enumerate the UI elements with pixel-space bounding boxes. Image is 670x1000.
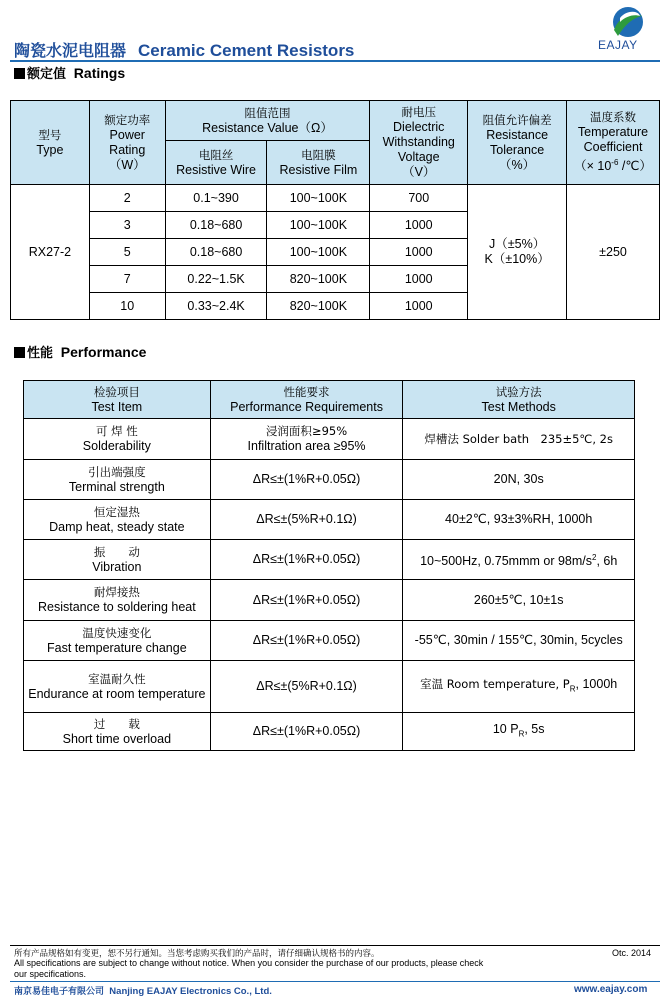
header-performance-requirements: 性能要求 Performance Requirements (210, 381, 403, 419)
table-row (11, 185, 660, 212)
film-cell: 100~100K (267, 239, 370, 266)
performance-table (23, 380, 635, 751)
power-cell: 2 (89, 185, 165, 212)
title-chinese: 陶瓷水泥电阻器 (14, 41, 127, 60)
header-power-rating: 额定功率 Power Rating （W） (89, 101, 165, 185)
header-resistive-film: 电阻膜 Resistive Film (267, 141, 370, 185)
test-item-cell: 可 焊 性 Solderability (24, 419, 211, 460)
table-row (24, 661, 635, 713)
test-item-cell: 温度快速变化 Fast temperature change (24, 621, 211, 661)
film-cell: 100~100K (267, 212, 370, 239)
test-item-cell: 振 动 Vibration (24, 540, 211, 580)
power-cell: 3 (89, 212, 165, 239)
footer-notice-chinese: 所有产品规格如有变更，恕不另行通知。当您考虑购买我们的产品时，请仔细确认规格书的内容。 (14, 949, 380, 959)
header-resistive-wire: 电阻丝 Resistive Wire (165, 141, 267, 185)
test-item-cell: 恒定湿热 Damp heat, steady state (24, 500, 211, 540)
film-cell: 820~100K (267, 293, 370, 320)
footer-divider-blue (10, 981, 660, 982)
method-cell: 焊槽法 Solder bath 235±5℃, 2s (403, 419, 635, 460)
film-cell: 820~100K (267, 266, 370, 293)
test-item-cell: 过 载 Short time overload (24, 713, 211, 751)
footer-notice-english: All specifications are subject to change without notice. When you consider the purchase of our products, please check our specifications. (14, 958, 484, 979)
ratings-heading: 额定值 Ratings (14, 63, 125, 82)
header-type: 型号 Type (11, 101, 90, 185)
voltage-cell: 700 (370, 185, 468, 212)
test-item-cell: 引出端强度 Terminal strength (24, 460, 211, 500)
footer-website-link[interactable]: www.eajay.com (574, 984, 648, 995)
wire-cell: 0.22~1.5K (165, 266, 267, 293)
table-row (24, 580, 635, 621)
method-cell: 40±2℃, 93±3%RH, 1000h (403, 500, 635, 540)
tolerance-cell: J（±5%） K（±10%） (468, 185, 567, 320)
title-english: Ceramic Cement Resistors (138, 41, 355, 60)
power-cell: 5 (89, 239, 165, 266)
method-cell: 20N, 30s (403, 460, 635, 500)
requirement-cell: ΔR≤±(1%R+0.05Ω) (210, 713, 403, 751)
requirement-cell: 浸润面积≥95% Infiltration area ≥95% (210, 419, 403, 460)
table-row (24, 419, 635, 460)
header-test-methods: 试验方法 Test Methods (403, 381, 635, 419)
wire-cell: 0.18~680 (165, 239, 267, 266)
header-resistance-tolerance: 阻值允许偏差 Resistance Tolerance （%） (468, 101, 567, 185)
temp-coefficient-cell: ±250 (567, 185, 660, 320)
power-cell: 10 (89, 293, 165, 320)
method-cell: 10 $P_R$, 5s (403, 713, 635, 751)
voltage-cell: 1000 (370, 293, 468, 320)
requirement-cell: ΔR≤±(5%R+0.1Ω) (210, 500, 403, 540)
method-cell: 10~500Hz, 0.75mmm or $98m/s^2$, 6h (403, 540, 635, 580)
performance-heading: 性能 Performance (14, 342, 146, 361)
voltage-cell: 1000 (370, 212, 468, 239)
voltage-cell: 1000 (370, 266, 468, 293)
test-item-cell: 室温耐久性 Endurance at room temperature (24, 661, 211, 713)
type-cell: RX27-2 (11, 185, 90, 320)
table-row (24, 500, 635, 540)
logo-text: EAJAY (598, 38, 638, 52)
test-item-cell: 耐焊接热 Resistance to soldering heat (24, 580, 211, 621)
header-temperature-coefficient: 温度系数 Temperature Coefficient （× $10^{-6}$ /℃） (567, 101, 660, 185)
requirement-cell: ΔR≤±(5%R+0.1Ω) (210, 661, 403, 713)
square-bullet-icon (14, 347, 25, 358)
footer-company: 南京易佳电子有限公司 Nanjing EAJAY Electronics Co., Ltd. (14, 986, 272, 997)
voltage-cell: 1000 (370, 239, 468, 266)
title-divider (10, 60, 660, 62)
square-bullet-icon (14, 68, 25, 79)
footer-date: Otc. 2014 (612, 948, 652, 958)
requirement-cell: ΔR≤±(1%R+0.05Ω) (210, 580, 403, 621)
wire-cell: 0.33~2.4K (165, 293, 267, 320)
wire-cell: 0.1~390 (165, 185, 267, 212)
table-row (24, 713, 635, 751)
wire-cell: 0.18~680 (165, 212, 267, 239)
table-row (24, 540, 635, 580)
method-cell: -55℃, 30min / 155℃, 30min, 5cycles (403, 621, 635, 661)
table-row (24, 460, 635, 500)
requirement-cell: ΔR≤±(1%R+0.05Ω) (210, 621, 403, 661)
method-cell: 室温 Room temperature, $P_R$, 1000h (403, 661, 635, 713)
requirement-cell: ΔR≤±(1%R+0.05Ω) (210, 540, 403, 580)
footer-divider (10, 945, 660, 946)
ratings-table (10, 100, 660, 320)
header-resistance-value: 阻值范围 Resistance Value（Ω） (165, 101, 370, 141)
header-dielectric-voltage: 耐电压 Dielectric Withstanding Voltage （V） (370, 101, 468, 185)
document-title (14, 38, 354, 61)
power-cell: 7 (89, 266, 165, 293)
method-cell: 260±5℃, 10±1s (403, 580, 635, 621)
table-row (24, 621, 635, 661)
header-test-item: 检验项目 Test Item (24, 381, 211, 419)
film-cell: 100~100K (267, 185, 370, 212)
requirement-cell: ΔR≤±(1%R+0.05Ω) (210, 460, 403, 500)
